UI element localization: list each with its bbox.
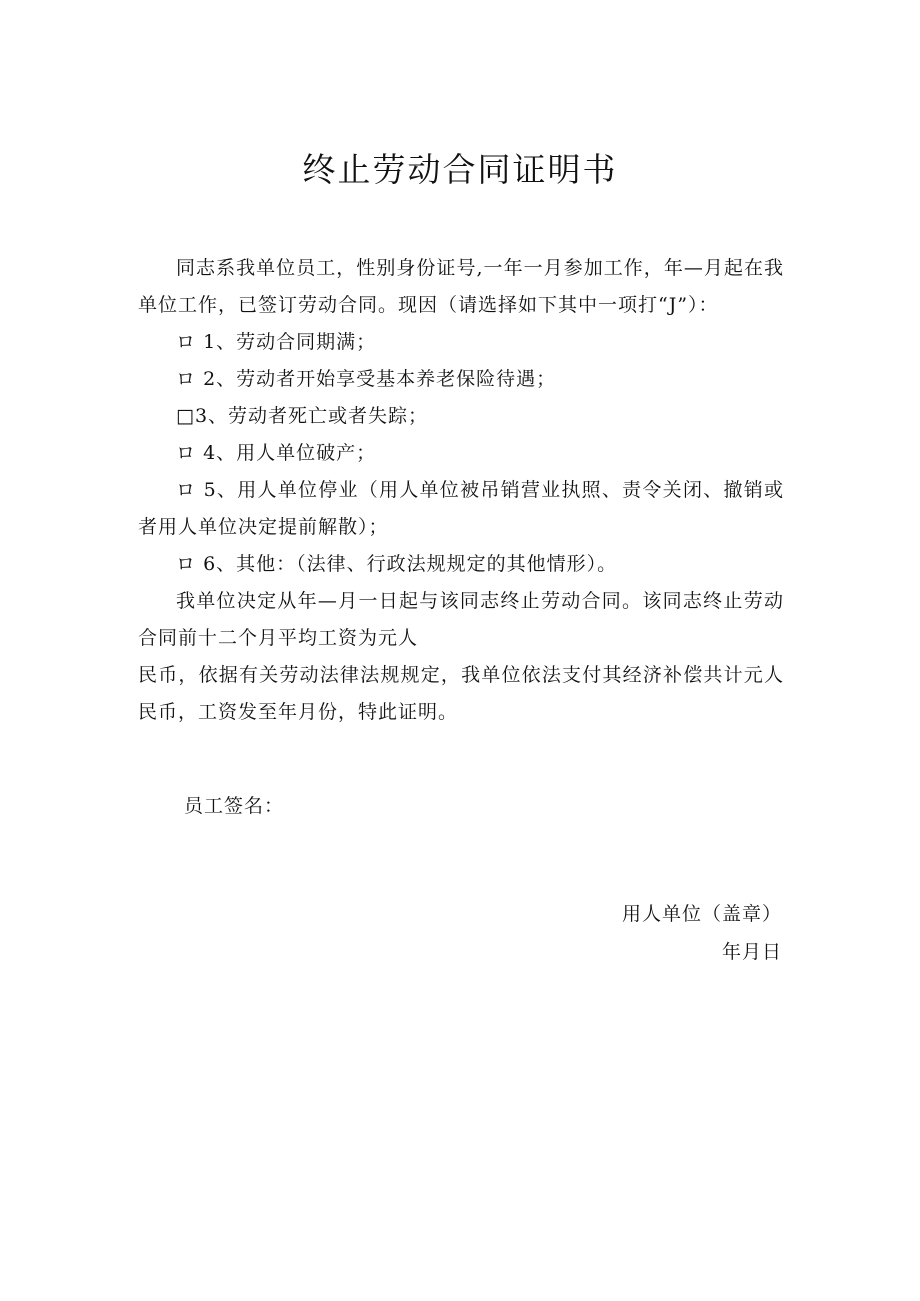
decision-paragraph-line1: 我单位决定从年—月一日起与该同志终止劳动合同。该同志终止劳动合同前十二个月平均工资为元人 <box>138 590 784 649</box>
option-item-6 <box>138 546 784 583</box>
option-mark: ロ <box>176 479 197 501</box>
option-item-5 <box>138 472 784 546</box>
employer-seal-label: 用人单位（盖章） <box>621 903 782 925</box>
decision-paragraph-line2: 民币，依据有关劳动法律法规规定，我单位依法支付其经济补偿共计元人民币，工资发至年月份，特此证明。 <box>138 664 784 723</box>
option-mark: ロ <box>176 368 197 390</box>
option-mark: ロ <box>176 553 197 575</box>
date-label: 年月日 <box>721 941 782 963</box>
option-mark: ロ <box>176 442 197 464</box>
option-item-2 <box>138 361 784 398</box>
document-body <box>138 250 784 731</box>
option-text: 5、用人单位停业（用人单位被吊销营业执照、责令关闭、撤销或者用人单位决定提前解散）； <box>138 479 784 538</box>
option-text: 1、劳动合同期满； <box>203 331 377 353</box>
option-mark: □ <box>176 405 195 427</box>
intro-paragraph: 同志系我单位员工，性别身份证号,一年一月参加工作，年—月起在我单位工作，已签订劳动合同。现因（请选择如下其中一项打“J”）： <box>138 257 784 316</box>
option-mark: ロ <box>176 331 197 353</box>
option-item-4 <box>138 435 784 472</box>
document-title: 终止劳动合同证明书 <box>302 150 618 189</box>
option-text: 6、其他：（法律、行政法规规定的其他情形）。 <box>203 553 618 575</box>
option-text: 2、劳动者开始享受基本养老保险待遇； <box>203 368 557 390</box>
option-text: 3、劳动者死亡或者失踪； <box>194 405 429 427</box>
employee-signature-label: 员工签名： <box>184 795 285 817</box>
option-item-3 <box>138 398 784 435</box>
option-item-1 <box>138 324 784 361</box>
option-text: 4、用人单位破产； <box>203 442 377 464</box>
